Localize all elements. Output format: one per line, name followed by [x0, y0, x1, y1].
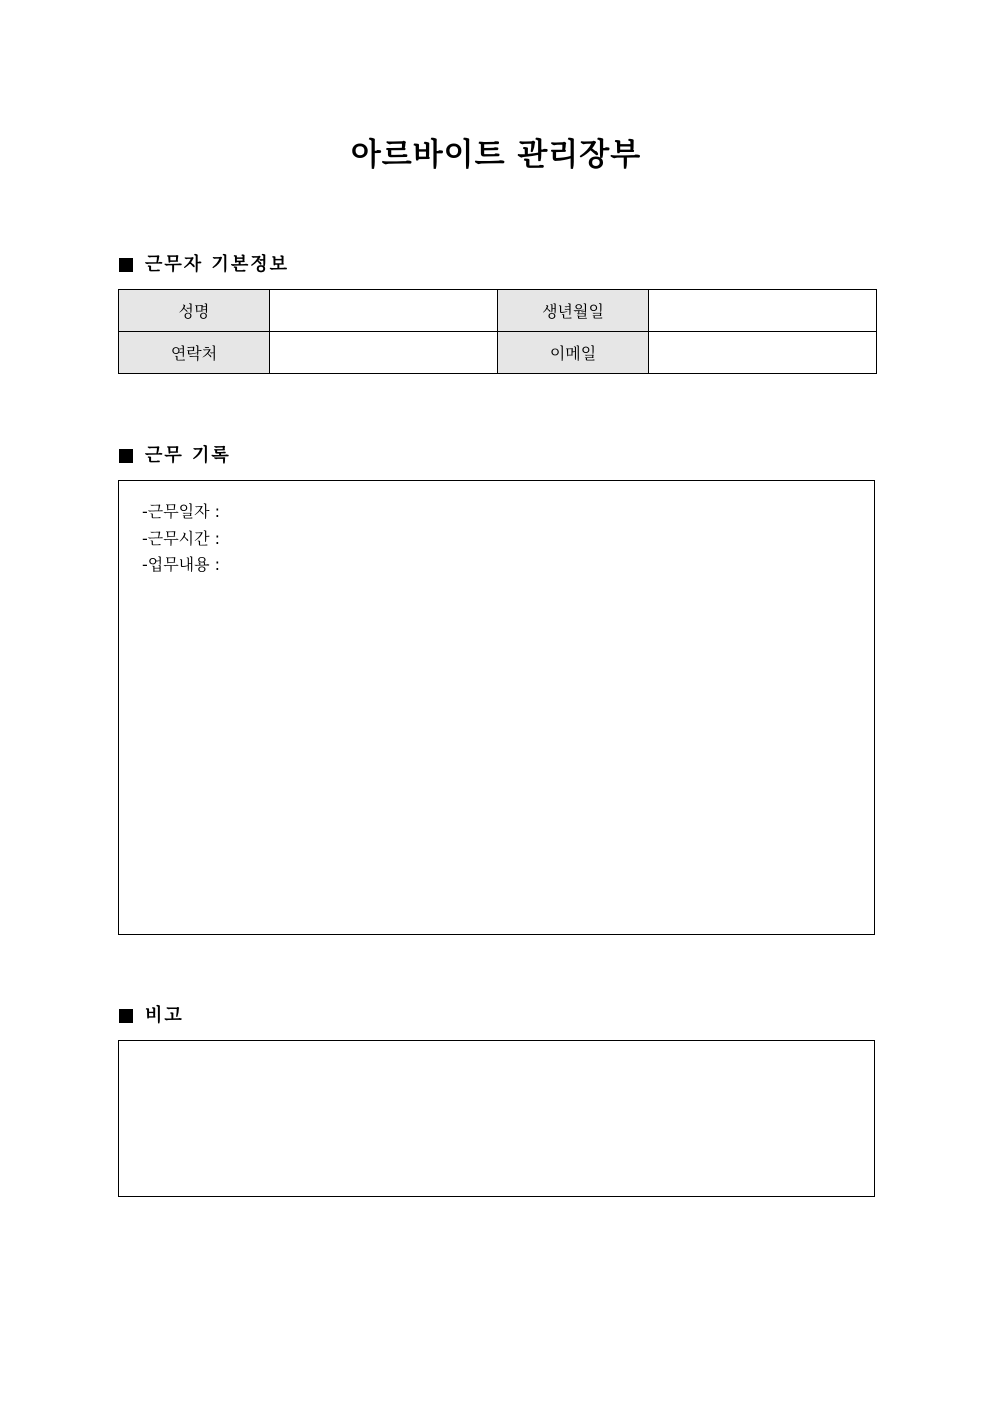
black-square-icon [119, 1009, 133, 1023]
black-square-icon [119, 449, 133, 463]
table-row [119, 290, 877, 332]
section-heading-label: 근무자 기본정보 [145, 254, 289, 275]
work-record-lines [142, 499, 220, 579]
work-duties-line: -업무내용 : [142, 555, 221, 574]
basic-info-table [118, 289, 877, 374]
section-heading-remarks [119, 1004, 184, 1028]
name-label: 성명 [119, 290, 270, 332]
section-heading-label: 비고 [145, 1005, 184, 1026]
contact-label: 연락처 [119, 332, 270, 374]
section-heading-label: 근무 기록 [145, 445, 231, 466]
document-title: 아르바이트 관리장부 [350, 137, 642, 173]
name-field[interactable] [270, 290, 498, 332]
section-heading-work-record [119, 444, 231, 468]
remarks-box[interactable] [118, 1040, 875, 1197]
contact-field[interactable] [270, 332, 498, 374]
email-label: 이메일 [498, 332, 649, 374]
work-time-line: -근무시간 : [142, 528, 221, 548]
work-date-line: -근무일자 : [142, 502, 221, 521]
section-heading-basic-info [119, 253, 289, 277]
table-row [119, 332, 877, 374]
email-field[interactable] [649, 332, 877, 374]
birthdate-field[interactable] [649, 290, 877, 332]
black-square-icon [119, 258, 133, 272]
birthdate-label: 생년월일 [498, 290, 649, 332]
work-record-box[interactable] [118, 480, 875, 935]
